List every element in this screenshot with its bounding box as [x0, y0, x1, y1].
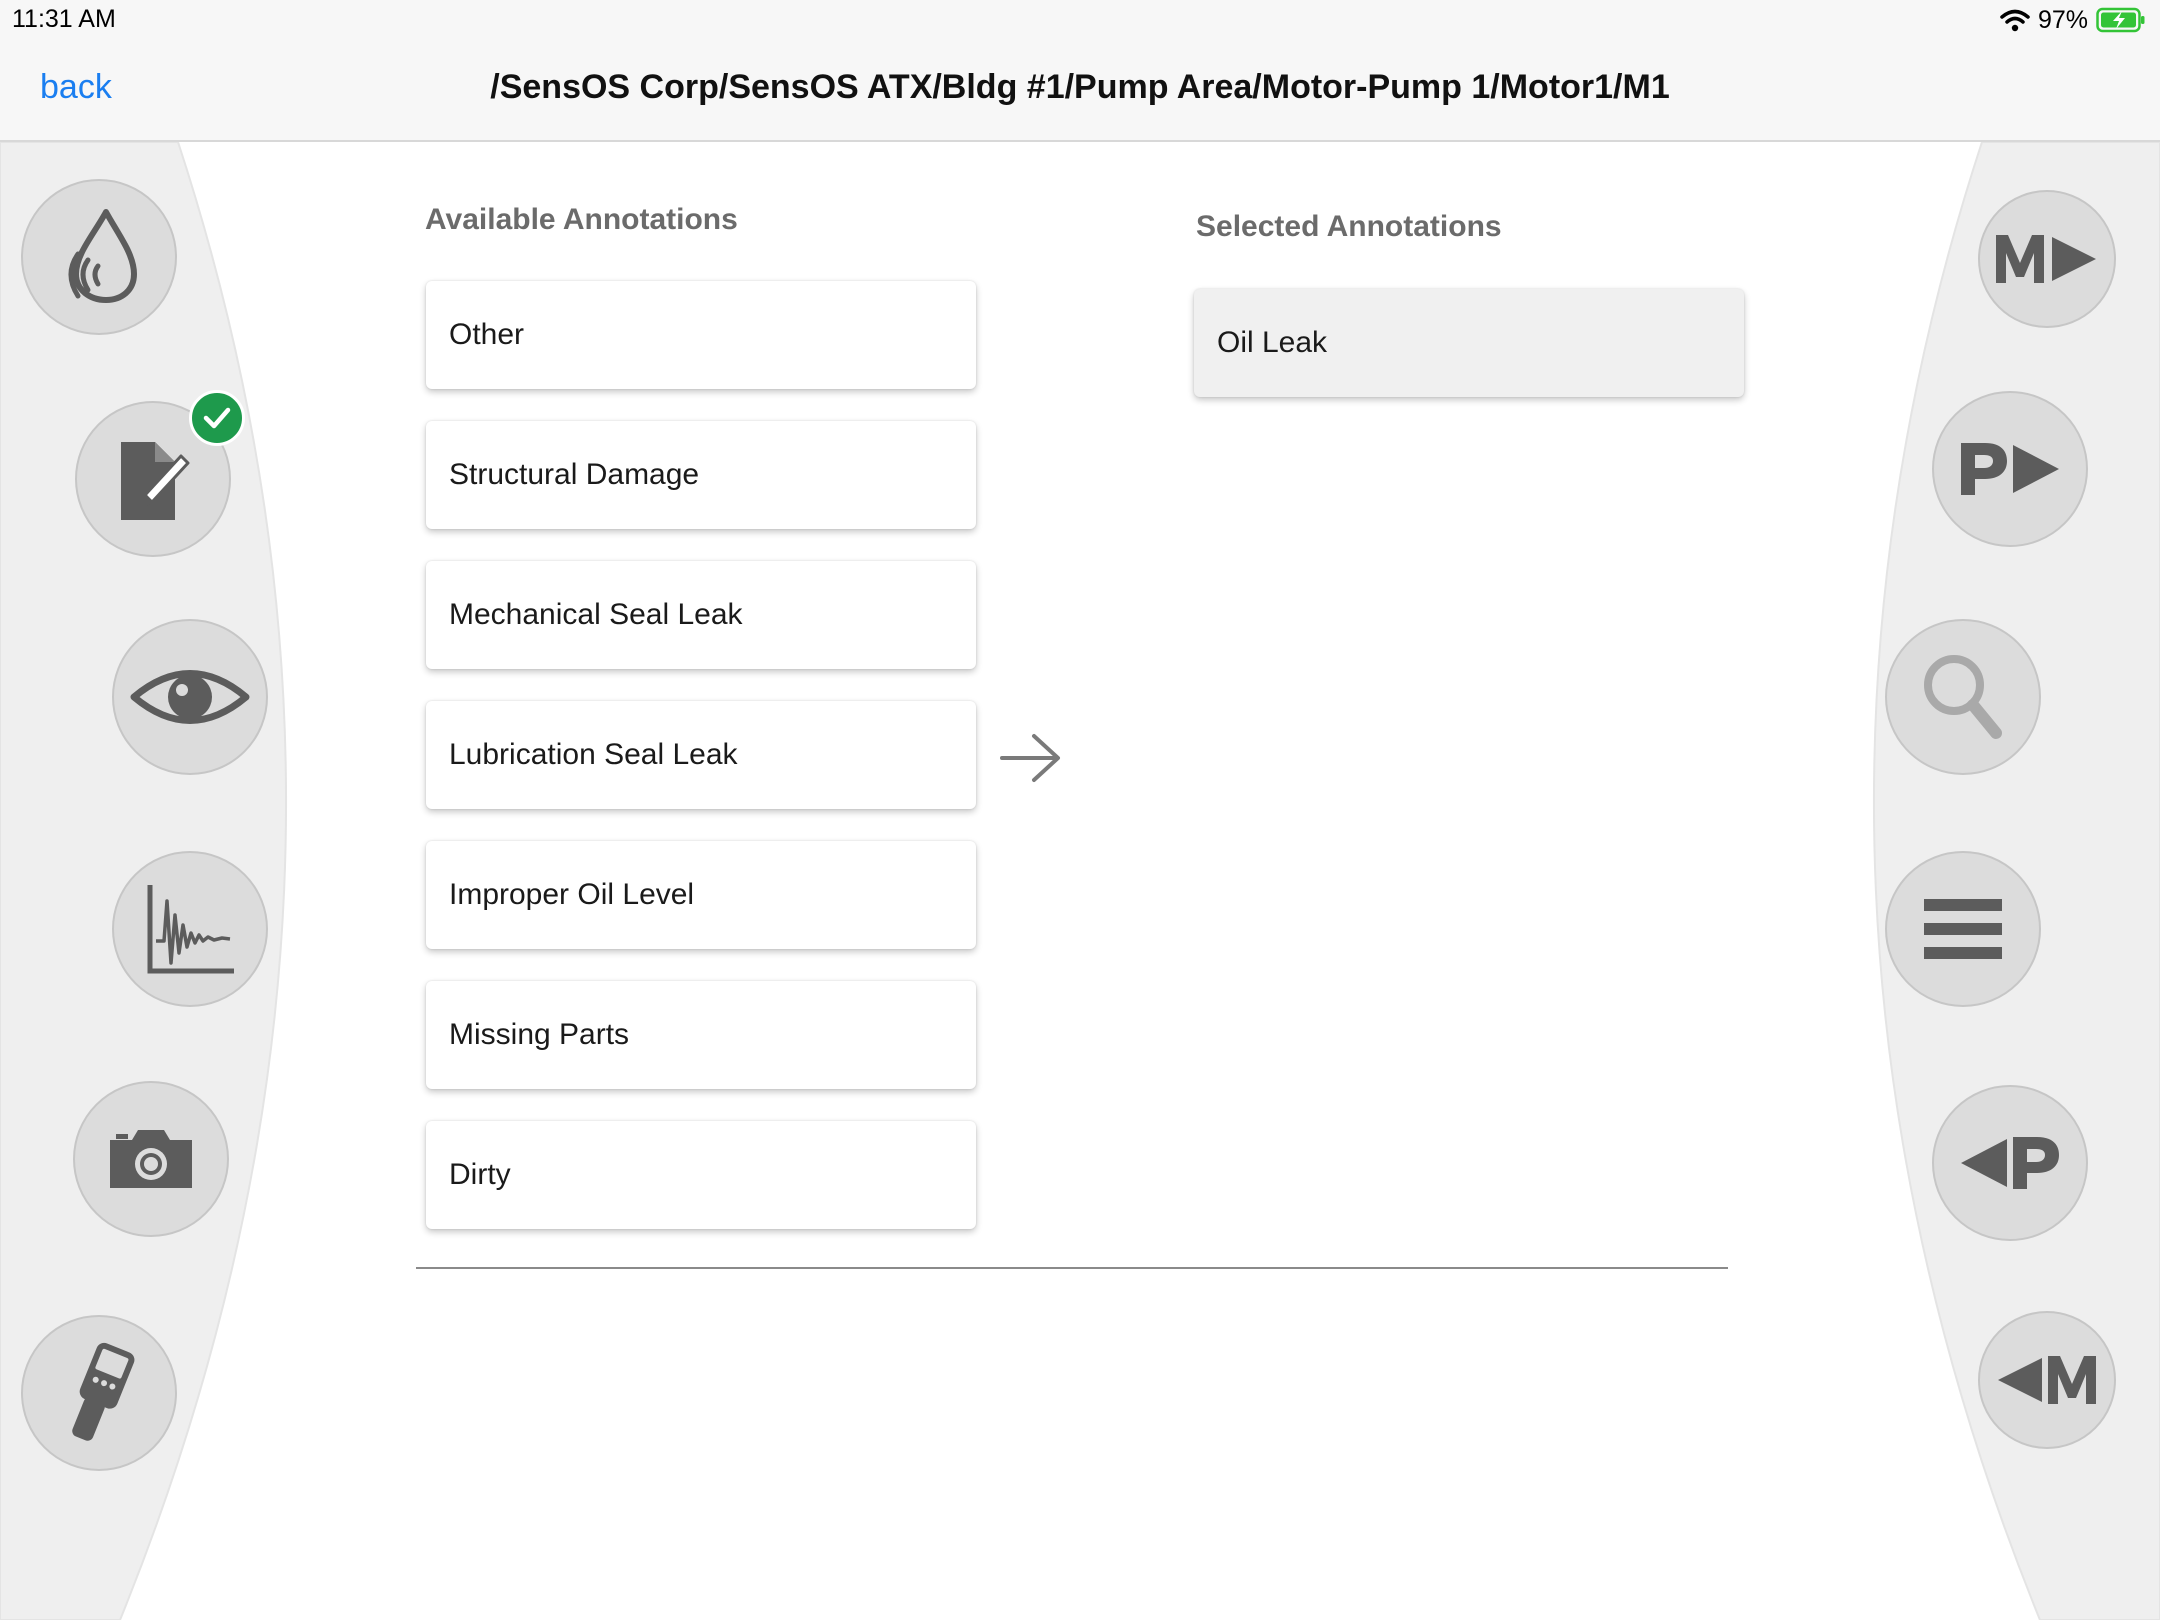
next-point-button[interactable] [1932, 391, 2088, 547]
available-annotation-item[interactable]: Missing Parts [426, 981, 976, 1089]
battery-icon [2096, 7, 2146, 33]
menu-icon [1922, 897, 2004, 961]
camera-icon [106, 1124, 196, 1194]
visual-inspection-button[interactable] [112, 619, 268, 775]
wifi-icon [2000, 8, 2030, 32]
available-annotation-item[interactable]: Lubrication Seal Leak [426, 701, 976, 809]
previous-point-button[interactable] [1932, 1085, 2088, 1241]
ultrasound-reading-button[interactable] [21, 179, 177, 335]
camera-button[interactable] [73, 1081, 229, 1237]
selected-annotations-heading: Selected Annotations [1196, 210, 1502, 243]
menu-button[interactable] [1885, 851, 2041, 1007]
back-button[interactable]: back [40, 68, 112, 106]
search-icon [1918, 647, 2008, 747]
selected-annotation-item[interactable]: Oil Leak [1194, 289, 1744, 397]
previous-machine-button[interactable] [1978, 1311, 2116, 1449]
next-machine-icon [1992, 229, 2102, 289]
status-time: 11:31 AM [12, 5, 116, 33]
available-annotation-item[interactable]: Improper Oil Level [426, 841, 976, 949]
status-bar [0, 0, 2160, 40]
available-annotation-item[interactable]: Structural Damage [426, 421, 976, 529]
side-panels [0, 142, 2160, 1620]
eye-icon [130, 662, 250, 732]
device-button[interactable] [21, 1315, 177, 1471]
battery-percent: 97% [2037, 5, 2088, 34]
available-annotation-item[interactable]: Dirty [426, 1121, 976, 1229]
completed-check-badge [189, 390, 245, 446]
move-arrow-icon[interactable] [998, 730, 1064, 786]
document-edit-icon [113, 434, 193, 524]
search-button[interactable] [1885, 619, 2041, 775]
divider [416, 1267, 1728, 1269]
waveform-button[interactable] [112, 851, 268, 1007]
previous-point-icon [1955, 1131, 2065, 1195]
previous-machine-icon [1992, 1350, 2102, 1410]
waveform-chart-icon [142, 881, 238, 977]
available-annotations-heading: Available Annotations [425, 203, 738, 236]
status-indicators [2000, 4, 2146, 36]
available-annotation-item[interactable]: Other [426, 281, 976, 389]
next-machine-button[interactable] [1978, 190, 2116, 328]
next-point-icon [1955, 437, 2065, 501]
droplet-signal-icon [54, 202, 144, 312]
available-annotation-item[interactable]: Mechanical Seal Leak [426, 561, 976, 669]
handheld-device-icon [54, 1338, 144, 1448]
page-title: /SensOS Corp/SensOS ATX/Bldg #1/Pump Area/Motor-Pump 1/Motor1/M1 [490, 68, 1670, 106]
check-icon [202, 405, 232, 431]
